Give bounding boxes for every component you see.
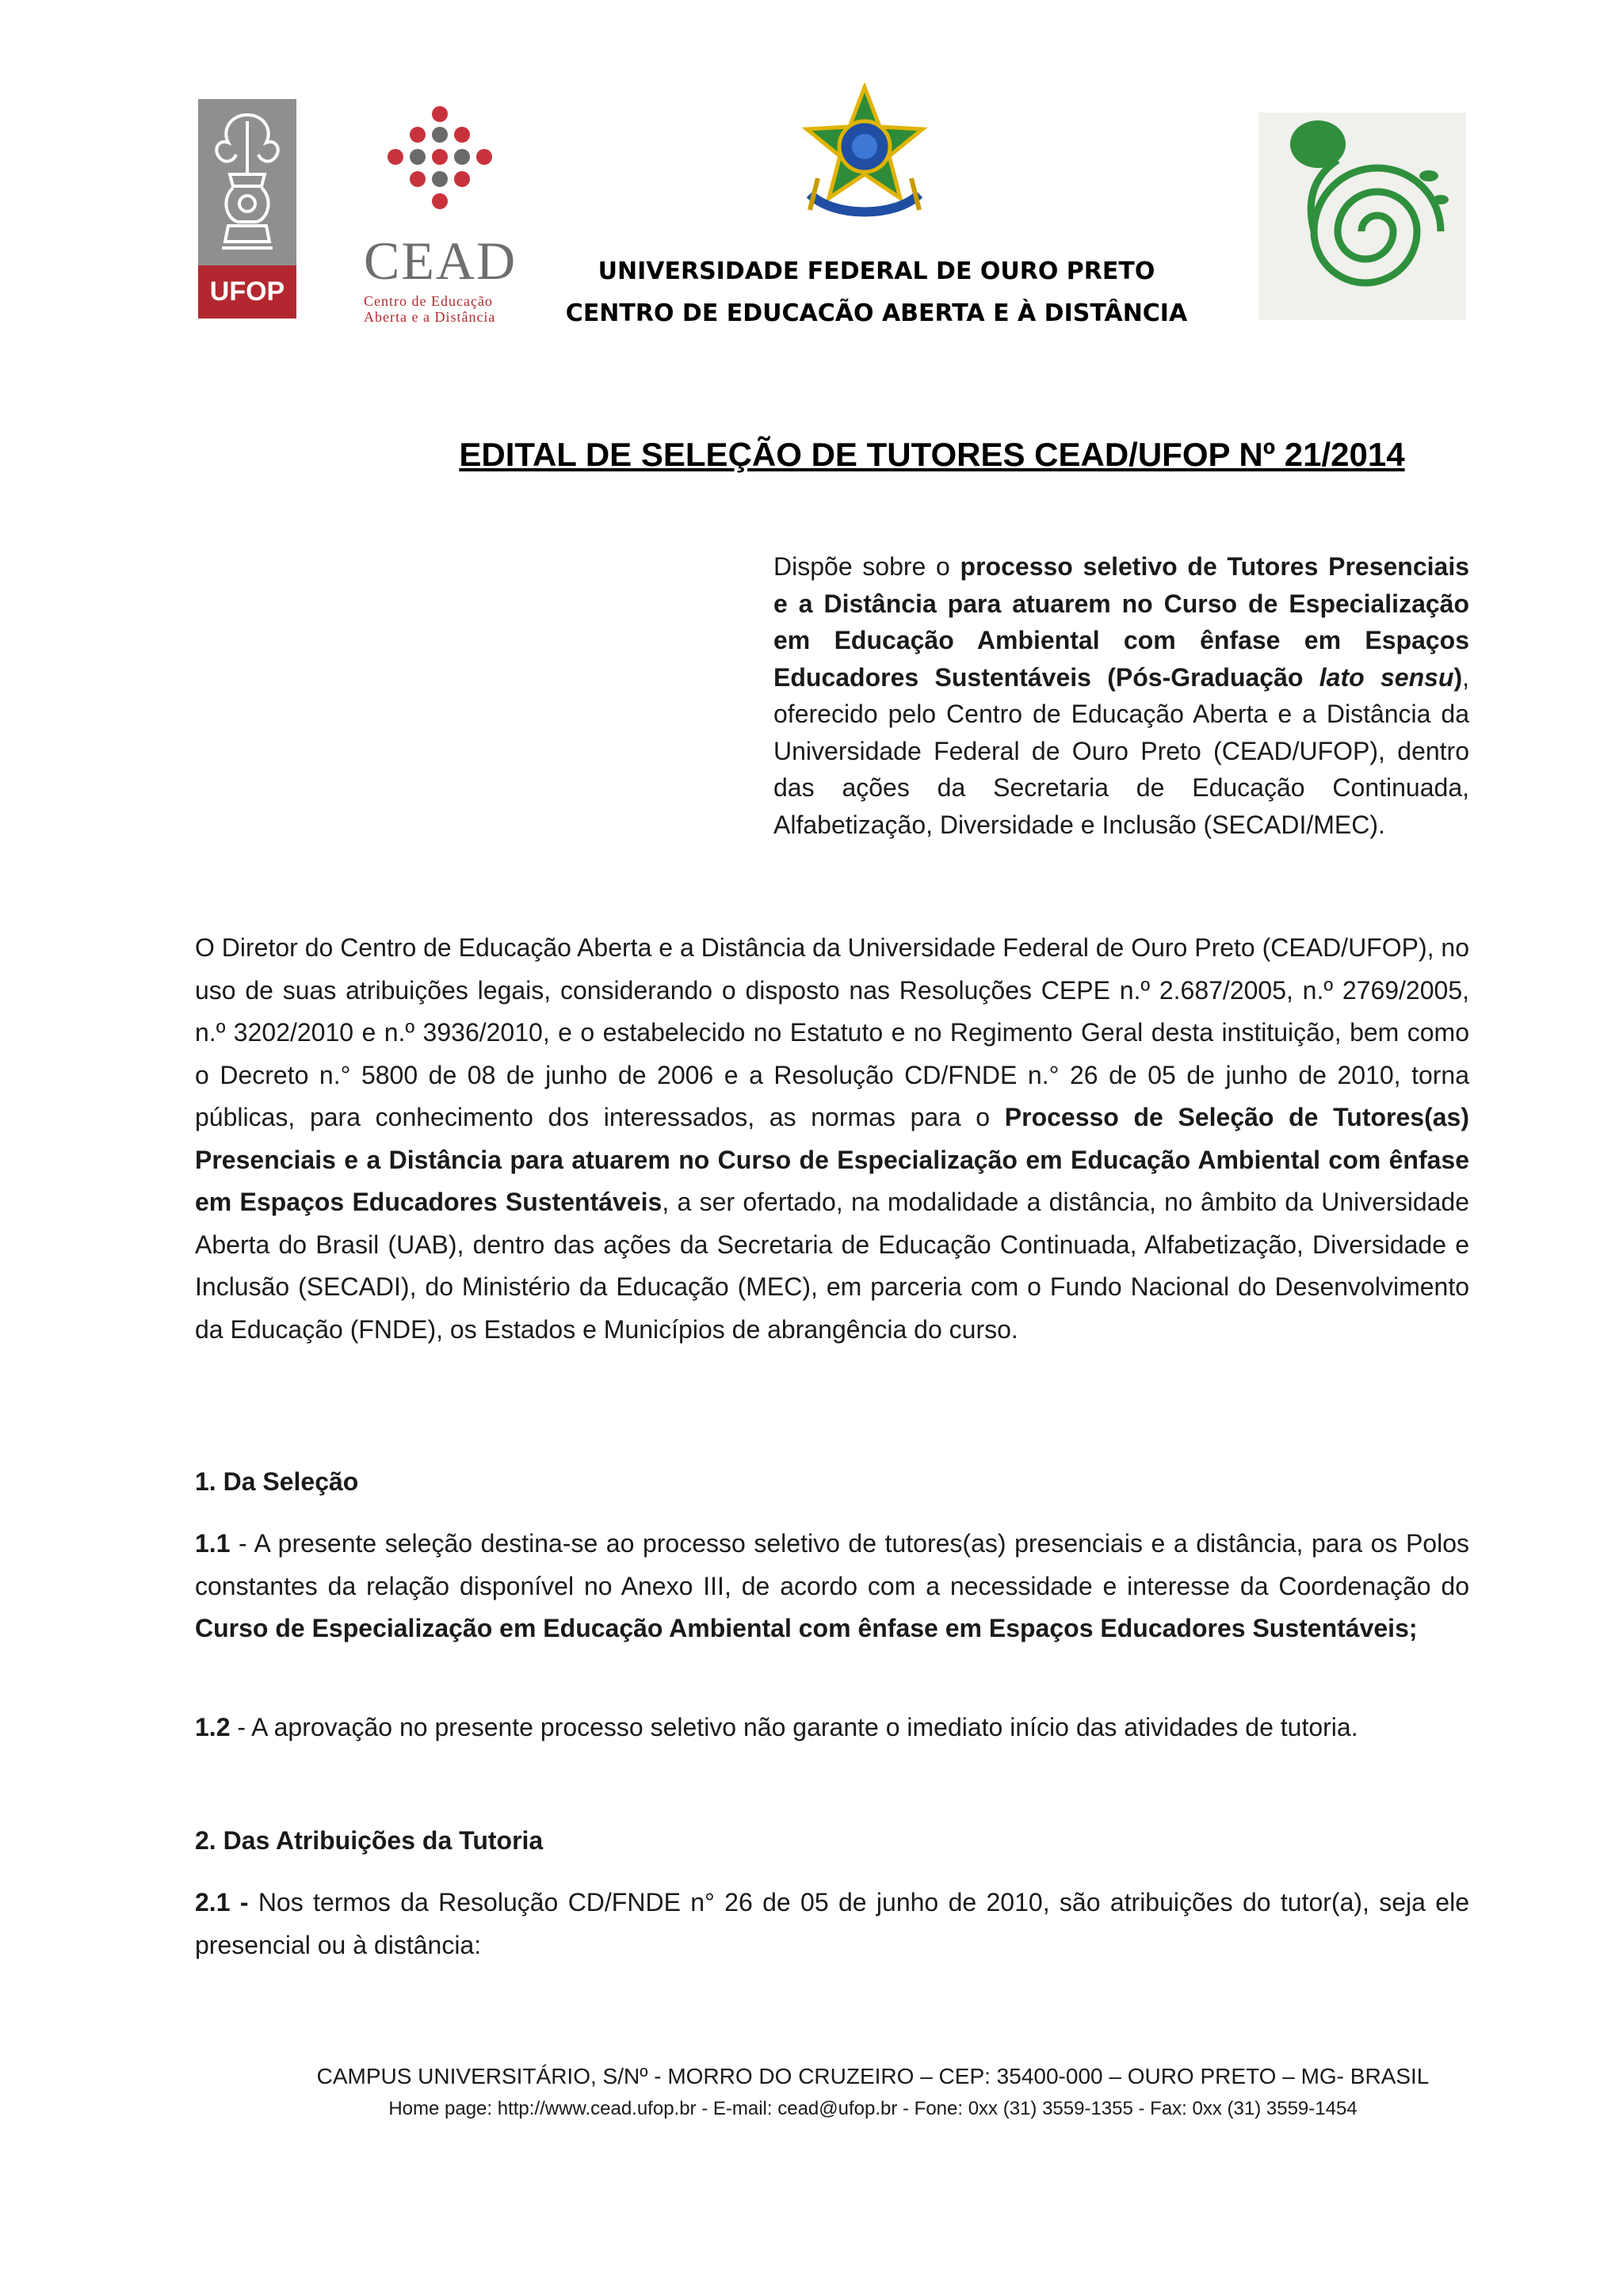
ufop-logo bbox=[198, 99, 296, 318]
summary-text-italic: lato sensu bbox=[1319, 662, 1454, 692]
intro-paragraph bbox=[195, 927, 1469, 1351]
footer-contact: Home page: http://www.cead.ufop.br - E-mail: cead@ufop.br - Fone: 0xx (31) 3559-1355 - Fax: 0xx (31) 3559-1454 bbox=[388, 2098, 1358, 2119]
institution-line2: CENTRO DE EDUCACÃO ABERTA E À DISTÂNCIA bbox=[565, 299, 1188, 327]
section1-heading: 1. Da Seleção bbox=[195, 1467, 359, 1496]
summary-text-pre: Dispõe sobre o bbox=[773, 552, 960, 581]
section1-item1-number: 1.1 bbox=[195, 1529, 231, 1558]
summary-text-bold: processo seletivo de Tutores Presenciais e a Distância para atuarem no Curso de Especialização em Educação Ambiental com ênfase em Espaços Educadores Sustentáveis (Pós-Graduação bbox=[773, 552, 1470, 692]
section2-heading: 2. Das Atribuições da Tutoria bbox=[195, 1826, 544, 1855]
section1-item1-bold: Curso de Especialização em Educação Ambiental com ênfase em Espaços Educadores Sustentáveis; bbox=[195, 1614, 1418, 1642]
summary-text-bold-close: ) bbox=[1453, 662, 1463, 692]
section1-item1 bbox=[195, 1523, 1469, 1650]
document-title: EDITAL DE SELEÇÃO DE TUTORES CEAD/UFOP Nº 21/2014 bbox=[459, 436, 1405, 473]
cead-molecule-icon bbox=[361, 103, 519, 230]
section1-item1-text: - A presente seleção destina-se ao processo seletivo de tutores(as) presenciais e a distância, para os Polos constantes da relação disponível no Anexo III, de acordo com a necessidade e interesse da Coordenação do bbox=[195, 1529, 1469, 1600]
section2-item1 bbox=[195, 1882, 1469, 1966]
footer-address: CAMPUS UNIVERSITÁRIO, S/Nº - MORRO DO CRUZEIRO – CEP: 35400-000 – OURO PRETO – MG- BRASIL bbox=[316, 2064, 1430, 2088]
institution-line1: UNIVERSIDADE FEDERAL DE OURO PRETO bbox=[598, 257, 1155, 285]
ufop-emblem-icon bbox=[198, 99, 296, 265]
section1-item2-text: - A aprovação no presente processo seletivo não garante o imediato início das atividades de tutoria. bbox=[230, 1713, 1358, 1741]
intro-text-part1: O Diretor do Centro de Educação Aberta e a Distância da Universidade Federal de Ouro Preto (CEAD/UFOP), no uso de suas atribuições legais, considerando o disposto nas Resoluções CEPE n.º 2.687/2005, n.º 2769/2005, n.º 3202/2010 e n.º 3936/2010, e o estabelecido no Estatuto e no Regimento Geral desta instituição, bem como o Decreto n.° 5800 de 08 de junho de 2006 e a Resolução CD/FNDE n.° 26 de 05 de junho de 2010, torna públicas, para conhecimento dos interessados, as normas para o bbox=[195, 933, 1469, 1131]
section1-item2 bbox=[195, 1707, 1469, 1749]
section2-item1-number: 2.1 - bbox=[195, 1888, 249, 1917]
green-spiral-tree-logo-icon bbox=[1258, 113, 1466, 320]
summary-paragraph bbox=[773, 548, 1469, 843]
cead-wordmark: CEAD bbox=[364, 231, 517, 291]
summary-text-post: , oferecido pelo Centro de Educação Aberta e a Distância da Universidade Federal de Ouro Preto (CEAD/UFOP), dentro das ações da Secretaria de Educação Continuada, Alfabetização, Diversidade e Inclusão (SECADI/MEC). bbox=[773, 662, 1469, 839]
intro-text-part2: , a ser ofertado, na modalidade a distância, no âmbito da Universidade Aberta do Brasil (UAB), dentro das ações da Secretaria de Educação Continuada, Alfabetização, Diversidade e Inclusão (SECADI), do Ministério da Educação (MEC), em parceria com o Fundo Nacional do Desenvolvimento da Educação (FNDE), os Estados e Municípios de abrangência do curso. bbox=[195, 1188, 1470, 1344]
brazil-coat-of-arms-icon bbox=[794, 83, 935, 226]
intro-text-bold: Processo de Seleção de Tutores(as) Presenciais e a Distância para atuarem no Curso de Especialização em Educação Ambiental com ênfase em Espaços Educadores Sustentáveis bbox=[195, 1103, 1470, 1216]
cead-subtitle-line1: Centro de Educação bbox=[364, 293, 493, 309]
ufop-label: UFOP bbox=[198, 265, 296, 318]
section2-item1-text: Nos termos da Resolução CD/FNDE n° 26 de 05 de junho de 2010, são atribuições do tutor(a), seja ele presencial ou à distância: bbox=[195, 1888, 1470, 1959]
cead-subtitle-line2: Aberta e a Distância bbox=[364, 309, 496, 325]
section1-item2-number: 1.2 bbox=[195, 1713, 231, 1741]
